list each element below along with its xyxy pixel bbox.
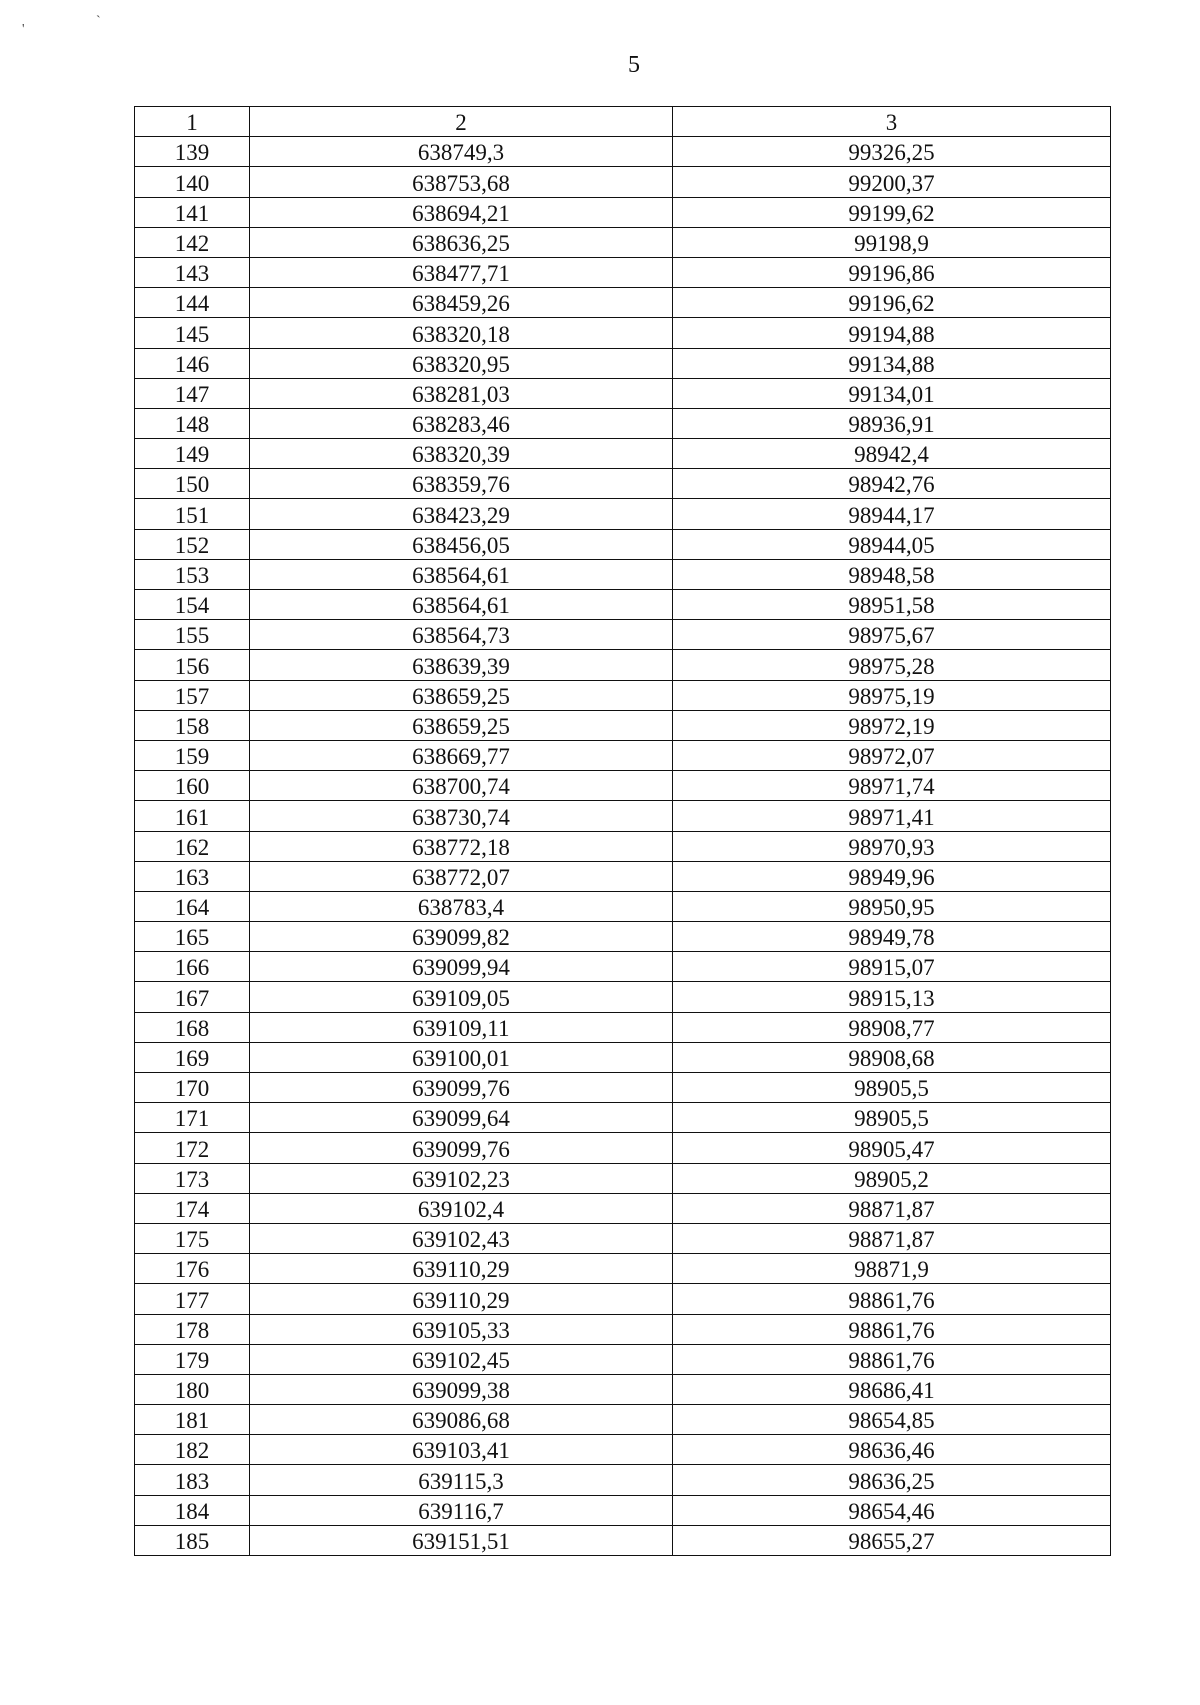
y-coordinate-cell: 98972,19 (673, 710, 1111, 740)
column-header-2: 2 (250, 107, 673, 137)
table-row (135, 831, 1111, 861)
point-number-cell: 141 (135, 197, 250, 227)
x-coordinate-cell: 638564,61 (250, 559, 673, 589)
point-number-cell: 161 (135, 801, 250, 831)
point-number-cell: 180 (135, 1374, 250, 1404)
table-row (135, 529, 1111, 559)
x-coordinate-cell: 639109,11 (250, 1012, 673, 1042)
point-number-cell: 173 (135, 1163, 250, 1193)
point-number-cell: 140 (135, 167, 250, 197)
point-number-cell: 170 (135, 1073, 250, 1103)
x-coordinate-cell: 638456,05 (250, 529, 673, 559)
y-coordinate-cell: 99134,88 (673, 348, 1111, 378)
point-number-cell: 182 (135, 1435, 250, 1465)
table-row (135, 740, 1111, 770)
x-coordinate-cell: 639102,45 (250, 1344, 673, 1374)
y-coordinate-cell: 98871,87 (673, 1193, 1111, 1223)
x-coordinate-cell: 639103,41 (250, 1435, 673, 1465)
x-coordinate-cell: 638659,25 (250, 710, 673, 740)
column-header-3: 3 (673, 107, 1111, 137)
x-coordinate-cell: 639116,7 (250, 1495, 673, 1525)
table-row (135, 1012, 1111, 1042)
y-coordinate-cell: 98654,46 (673, 1495, 1111, 1525)
table-row (135, 348, 1111, 378)
x-coordinate-cell: 638772,18 (250, 831, 673, 861)
y-coordinate-cell: 98944,17 (673, 499, 1111, 529)
point-number-cell: 148 (135, 408, 250, 438)
x-coordinate-cell: 639151,51 (250, 1525, 673, 1555)
table-row (135, 1314, 1111, 1344)
point-number-cell: 175 (135, 1223, 250, 1253)
y-coordinate-cell: 99200,37 (673, 167, 1111, 197)
point-number-cell: 139 (135, 137, 250, 167)
table-row (135, 197, 1111, 227)
x-coordinate-cell: 638749,3 (250, 137, 673, 167)
table-row (135, 861, 1111, 891)
y-coordinate-cell: 98861,76 (673, 1344, 1111, 1374)
point-number-cell: 158 (135, 710, 250, 740)
point-number-cell: 166 (135, 952, 250, 982)
table-row (135, 227, 1111, 257)
x-coordinate-cell: 638669,77 (250, 740, 673, 770)
x-coordinate-cell: 638359,76 (250, 469, 673, 499)
point-number-cell: 153 (135, 559, 250, 589)
x-coordinate-cell: 638320,18 (250, 318, 673, 348)
point-number-cell: 149 (135, 439, 250, 469)
x-coordinate-cell: 638659,25 (250, 680, 673, 710)
y-coordinate-cell: 99199,62 (673, 197, 1111, 227)
y-coordinate-cell: 98905,47 (673, 1133, 1111, 1163)
point-number-cell: 145 (135, 318, 250, 348)
point-number-cell: 169 (135, 1042, 250, 1072)
x-coordinate-cell: 638423,29 (250, 499, 673, 529)
table-row (135, 137, 1111, 167)
x-coordinate-cell: 639099,94 (250, 952, 673, 982)
point-number-cell: 156 (135, 650, 250, 680)
y-coordinate-cell: 98971,41 (673, 801, 1111, 831)
y-coordinate-cell: 98949,78 (673, 922, 1111, 952)
point-number-cell: 150 (135, 469, 250, 499)
y-coordinate-cell: 98908,68 (673, 1042, 1111, 1072)
x-coordinate-cell: 638283,46 (250, 408, 673, 438)
y-coordinate-cell: 98942,4 (673, 439, 1111, 469)
table-row (135, 590, 1111, 620)
x-coordinate-cell: 639099,64 (250, 1103, 673, 1133)
table-row (135, 710, 1111, 740)
point-number-cell: 142 (135, 227, 250, 257)
y-coordinate-cell: 98942,76 (673, 469, 1111, 499)
table-row (135, 288, 1111, 318)
y-coordinate-cell: 99194,88 (673, 318, 1111, 348)
x-coordinate-cell: 639110,29 (250, 1254, 673, 1284)
x-coordinate-cell: 638320,39 (250, 439, 673, 469)
point-number-cell: 174 (135, 1193, 250, 1223)
y-coordinate-cell: 98636,25 (673, 1465, 1111, 1495)
point-number-cell: 184 (135, 1495, 250, 1525)
x-coordinate-cell: 638636,25 (250, 227, 673, 257)
point-number-cell: 151 (135, 499, 250, 529)
y-coordinate-cell: 98975,19 (673, 680, 1111, 710)
table-row (135, 408, 1111, 438)
x-coordinate-cell: 638564,73 (250, 620, 673, 650)
y-coordinate-cell: 99326,25 (673, 137, 1111, 167)
y-coordinate-cell: 98975,67 (673, 620, 1111, 650)
point-number-cell: 185 (135, 1525, 250, 1555)
y-coordinate-cell: 98905,5 (673, 1073, 1111, 1103)
table-row (135, 1284, 1111, 1314)
x-coordinate-cell: 638783,4 (250, 891, 673, 921)
y-coordinate-cell: 98905,5 (673, 1103, 1111, 1133)
x-coordinate-cell: 638320,95 (250, 348, 673, 378)
table-row (135, 650, 1111, 680)
y-coordinate-cell: 98972,07 (673, 740, 1111, 770)
y-coordinate-cell: 99134,01 (673, 378, 1111, 408)
point-number-cell: 179 (135, 1344, 250, 1374)
point-number-cell: 162 (135, 831, 250, 861)
x-coordinate-cell: 639105,33 (250, 1314, 673, 1344)
y-coordinate-cell: 98915,13 (673, 982, 1111, 1012)
y-coordinate-cell: 98949,96 (673, 861, 1111, 891)
scan-speck: ' (22, 22, 25, 37)
table-row (135, 1465, 1111, 1495)
point-number-cell: 143 (135, 257, 250, 287)
y-coordinate-cell: 99198,9 (673, 227, 1111, 257)
point-number-cell: 155 (135, 620, 250, 650)
y-coordinate-cell: 98948,58 (673, 559, 1111, 589)
table-row (135, 1163, 1111, 1193)
x-coordinate-cell: 638459,26 (250, 288, 673, 318)
x-coordinate-cell: 639109,05 (250, 982, 673, 1012)
table-row (135, 801, 1111, 831)
table-row (135, 318, 1111, 348)
point-number-cell: 146 (135, 348, 250, 378)
table-row (135, 620, 1111, 650)
point-number-cell: 164 (135, 891, 250, 921)
table-row (135, 1133, 1111, 1163)
table-row (135, 1405, 1111, 1435)
point-number-cell: 183 (135, 1465, 250, 1495)
y-coordinate-cell: 98654,85 (673, 1405, 1111, 1435)
x-coordinate-cell: 638639,39 (250, 650, 673, 680)
point-number-cell: 157 (135, 680, 250, 710)
y-coordinate-cell: 98905,2 (673, 1163, 1111, 1193)
x-coordinate-cell: 638772,07 (250, 861, 673, 891)
point-number-cell: 154 (135, 590, 250, 620)
table-row (135, 439, 1111, 469)
x-coordinate-cell: 639086,68 (250, 1405, 673, 1435)
table-row (135, 1344, 1111, 1374)
point-number-cell: 168 (135, 1012, 250, 1042)
y-coordinate-cell: 98861,76 (673, 1284, 1111, 1314)
table-row (135, 1193, 1111, 1223)
point-number-cell: 165 (135, 922, 250, 952)
x-coordinate-cell: 639102,43 (250, 1223, 673, 1253)
point-number-cell: 171 (135, 1103, 250, 1133)
table-row (135, 1073, 1111, 1103)
table-row (135, 982, 1111, 1012)
table-header-row (135, 107, 1111, 137)
point-number-cell: 159 (135, 740, 250, 770)
y-coordinate-cell: 98951,58 (673, 590, 1111, 620)
y-coordinate-cell: 98871,87 (673, 1223, 1111, 1253)
x-coordinate-cell: 639099,82 (250, 922, 673, 952)
point-number-cell: 181 (135, 1405, 250, 1435)
table-row (135, 378, 1111, 408)
x-coordinate-cell: 639102,23 (250, 1163, 673, 1193)
x-coordinate-cell: 639115,3 (250, 1465, 673, 1495)
table-row (135, 1042, 1111, 1072)
table-row (135, 1223, 1111, 1253)
table-row (135, 771, 1111, 801)
y-coordinate-cell: 98970,93 (673, 831, 1111, 861)
table-row (135, 167, 1111, 197)
y-coordinate-cell: 98908,77 (673, 1012, 1111, 1042)
y-coordinate-cell: 98871,9 (673, 1254, 1111, 1284)
y-coordinate-cell: 99196,62 (673, 288, 1111, 318)
y-coordinate-cell: 99196,86 (673, 257, 1111, 287)
table-row (135, 1435, 1111, 1465)
x-coordinate-cell: 639099,76 (250, 1133, 673, 1163)
point-number-cell: 167 (135, 982, 250, 1012)
x-coordinate-cell: 639102,4 (250, 1193, 673, 1223)
point-number-cell: 147 (135, 378, 250, 408)
page-number: 5 (628, 52, 640, 78)
y-coordinate-cell: 98971,74 (673, 771, 1111, 801)
scan-speck: ` (96, 14, 101, 29)
x-coordinate-cell: 638753,68 (250, 167, 673, 197)
x-coordinate-cell: 638694,21 (250, 197, 673, 227)
point-number-cell: 176 (135, 1254, 250, 1284)
table-row (135, 257, 1111, 287)
table-row (135, 891, 1111, 921)
x-coordinate-cell: 638477,71 (250, 257, 673, 287)
x-coordinate-cell: 638700,74 (250, 771, 673, 801)
y-coordinate-cell: 98636,46 (673, 1435, 1111, 1465)
table-row (135, 922, 1111, 952)
table-row (135, 1374, 1111, 1404)
coordinates-table (134, 106, 1111, 1556)
point-number-cell: 152 (135, 529, 250, 559)
table-row (135, 1254, 1111, 1284)
y-coordinate-cell: 98975,28 (673, 650, 1111, 680)
point-number-cell: 144 (135, 288, 250, 318)
table-row (135, 1495, 1111, 1525)
table-row (135, 1103, 1111, 1133)
column-header-1: 1 (135, 107, 250, 137)
point-number-cell: 163 (135, 861, 250, 891)
table-row (135, 469, 1111, 499)
table-row (135, 1525, 1111, 1555)
y-coordinate-cell: 98655,27 (673, 1525, 1111, 1555)
table-row (135, 559, 1111, 589)
y-coordinate-cell: 98861,76 (673, 1314, 1111, 1344)
y-coordinate-cell: 98686,41 (673, 1374, 1111, 1404)
y-coordinate-cell: 98915,07 (673, 952, 1111, 982)
x-coordinate-cell: 639110,29 (250, 1284, 673, 1314)
y-coordinate-cell: 98936,91 (673, 408, 1111, 438)
y-coordinate-cell: 98944,05 (673, 529, 1111, 559)
point-number-cell: 178 (135, 1314, 250, 1344)
x-coordinate-cell: 638730,74 (250, 801, 673, 831)
x-coordinate-cell: 639100,01 (250, 1042, 673, 1072)
x-coordinate-cell: 639099,76 (250, 1073, 673, 1103)
y-coordinate-cell: 98950,95 (673, 891, 1111, 921)
point-number-cell: 160 (135, 771, 250, 801)
point-number-cell: 172 (135, 1133, 250, 1163)
table-row (135, 680, 1111, 710)
point-number-cell: 177 (135, 1284, 250, 1314)
x-coordinate-cell: 638564,61 (250, 590, 673, 620)
table-body (135, 107, 1111, 1556)
table-row (135, 499, 1111, 529)
x-coordinate-cell: 638281,03 (250, 378, 673, 408)
x-coordinate-cell: 639099,38 (250, 1374, 673, 1404)
table-row (135, 952, 1111, 982)
